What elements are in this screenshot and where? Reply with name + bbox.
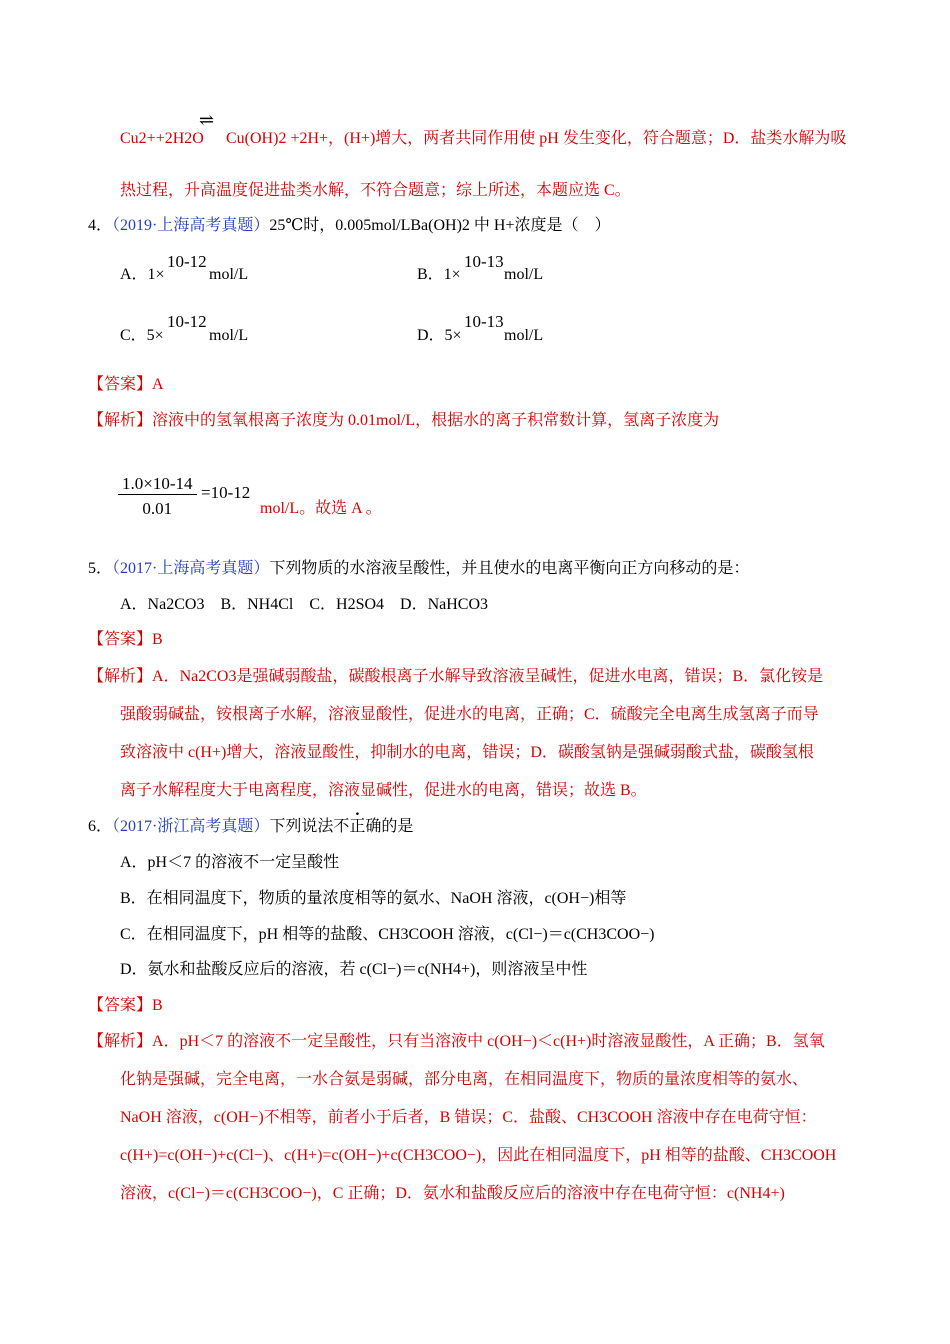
fraction-denominator: 0.01 xyxy=(142,499,173,518)
fraction-numerator: 1.0×10-14 xyxy=(118,474,197,495)
q4-option-d-label: D．5× xyxy=(417,327,462,344)
analysis-text: A．Na2CO3是强碱弱酸盐，碳酸根离子水解导致溶液呈碱性，促进水电离，错误；B．氯化铵是 xyxy=(152,668,824,685)
analysis-tag: 【解析】 xyxy=(88,1033,153,1050)
answer-tag: 【答案】 xyxy=(88,997,153,1014)
q6-analysis-3: NaOH 溶液，c(OH−)不相等，前者小于后者，B 错误；C．盐酸、CH3COOH 溶液中存在电荷守恒： xyxy=(120,1109,817,1126)
answer-value: B xyxy=(152,631,163,648)
analysis-text: A．pH＜7 的溶液不一定呈酸性，只有当溶液中 c(OH−)＜c(H+)时溶液显酸性，A 正确；B．氢氧 xyxy=(152,1033,825,1050)
q6-analysis-5: 溶液，c(Cl−)＝c(CH3COO−)，C 正确；D．氨水和盐酸反应后的溶液中存在电荷守恒：c(NH4+) xyxy=(120,1185,785,1202)
q4-option-b-exp: 10-13 xyxy=(464,252,504,271)
top-eq-left: Cu2++2H2O xyxy=(120,130,204,147)
q6-answer xyxy=(88,995,163,1017)
q4-option-b-label: B．1× xyxy=(417,266,461,283)
top-eq-right-text: Cu(OH)2 +2H+，(H+)增大，两者共同作用使 pH 发生变化，符合题意；D．盐类水解为吸 xyxy=(226,130,847,147)
answer-value: B xyxy=(152,997,163,1014)
question-source: （2017·上海高考真题） xyxy=(112,560,270,577)
fraction-result: =10-12 xyxy=(201,483,251,502)
question-number: 5． xyxy=(88,560,113,577)
q5-analysis-2: 强酸弱碱盐，铵根离子水解，溶液显酸性，促进水的电离，正确；C．硫酸完全电离生成氢离子而导 xyxy=(120,706,819,723)
q6-option-c: C．在相同温度下，pH 相等的盐酸、CH3COOH 溶液，c(Cl−)＝c(CH3COO−) xyxy=(120,926,655,943)
q4-option-b-unit: mol/L xyxy=(504,266,544,283)
question-number: 4． xyxy=(88,217,113,234)
q4-answer xyxy=(88,374,164,396)
fraction-tail: mol/L。故选 A 。 xyxy=(260,500,382,517)
answer-tag: 【答案】 xyxy=(88,631,153,648)
answer-tag: 【答案】 xyxy=(88,376,153,393)
equilibrium-arrow: ⇌ xyxy=(199,110,215,130)
q4-option-c-exp: 10-12 xyxy=(167,312,207,331)
top-line-2: 热过程，升高温度促进盐类水解，不符合题意；综上所述，本题应选 C。 xyxy=(120,182,631,199)
q5-analysis-1 xyxy=(88,666,823,688)
q6-option-a: A．pH＜7 的溶液不一定呈酸性 xyxy=(120,854,340,871)
q4-option-d-unit: mol/L xyxy=(504,327,544,344)
q6-analysis-4: c(H+)=c(OH−)+c(Cl−)、c(H+)=c(OH−)+c(CH3COO−)，因此在相同温度下，pH 相等的盐酸、CH3COOH xyxy=(120,1147,837,1164)
question-text-pre: 下列说法 xyxy=(269,818,334,835)
q4-option-c-label: C．5× xyxy=(120,327,164,344)
question-source: （2017·浙江高考真题） xyxy=(112,818,270,835)
analysis-tag: 【解析】 xyxy=(88,668,153,685)
question-text: 下列物质的水溶液呈酸性，并且使水的电离平衡向正方向移动的是： xyxy=(269,560,750,577)
q4-fraction xyxy=(118,474,197,519)
q6-option-b: B．在相同温度下，物质的量浓度相等的氨水、NaOH 溶液，c(OH−)相等 xyxy=(120,890,627,907)
q4-option-a-unit: mol/L xyxy=(209,266,249,283)
question-5-stem xyxy=(88,558,749,580)
q5-answer xyxy=(88,629,163,651)
q4-option-d-exp: 10-13 xyxy=(464,312,504,331)
analysis-tag: 【解析】 xyxy=(88,412,153,429)
question-text-post: 的是 xyxy=(381,818,414,835)
q4-option-a-exp: 10-12 xyxy=(167,252,207,271)
q4-analysis xyxy=(88,410,719,432)
q6-option-d: D．氨水和盐酸反应后的溶液，若 c(Cl−)＝c(NH4+)，则溶液呈中性 xyxy=(120,961,588,978)
emphasis-text: 不正确 xyxy=(333,818,382,835)
q6-analysis-1 xyxy=(88,1031,825,1053)
question-6-stem xyxy=(88,816,413,838)
q4-option-a-label: A．1× xyxy=(120,266,165,283)
q6-analysis-2: 化钠是强碱，完全电离，一水合氨是弱碱，部分电离，在相同温度下，物质的量浓度相等的氨水、 xyxy=(120,1071,809,1088)
question-text: 25℃时，0.005mol/LBa(OH)2 中 H+浓度是（ ） xyxy=(269,217,611,234)
q4-option-c-unit: mol/L xyxy=(209,327,249,344)
question-4-stem xyxy=(88,215,611,237)
question-source: （2019·上海高考真题） xyxy=(112,217,270,234)
q5-analysis-4: 离子水解程度大于电离程度，溶液显碱性，促进水的电离，错误；故选 B。 xyxy=(120,782,647,799)
question-number: 6． xyxy=(88,818,113,835)
q5-analysis-3: 致溶液中 c(H+)增大，溶液显酸性，抑制水的电离，错误；D．碳酸氢钠是强碱弱酸式盐，碳酸氢根 xyxy=(120,744,814,761)
answer-value: A xyxy=(152,376,164,393)
q5-options: A．Na2CO3 B．NH4Cl C．H2SO4 D．NaHCO3 xyxy=(120,596,489,613)
analysis-text: 溶液中的氢氧根离子浓度为 0.01mol/L，根据水的离子积常数计算，氢离子浓度为 xyxy=(152,412,720,429)
